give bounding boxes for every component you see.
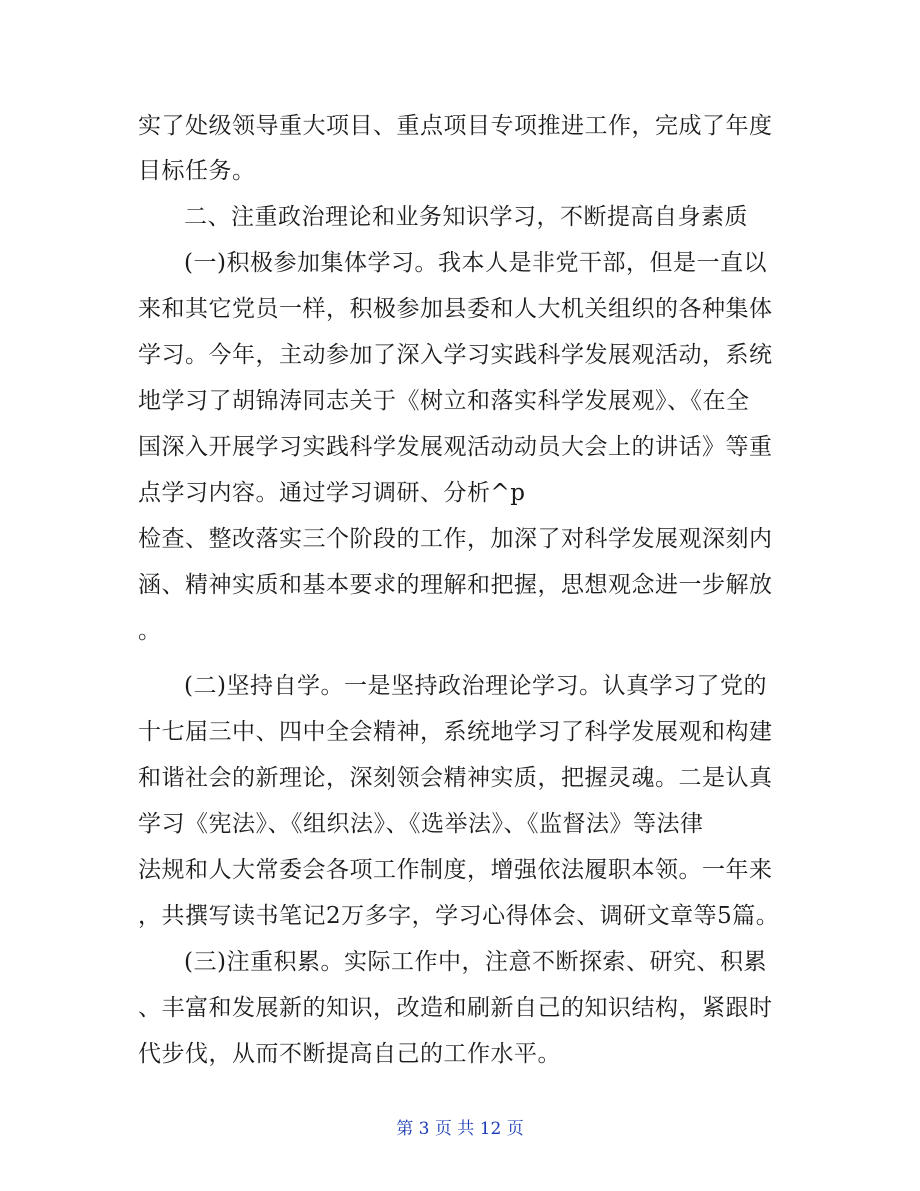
text-line: 点学习内容。通过学习调研、分析^p — [138, 480, 526, 506]
text-line: 。 — [138, 618, 162, 644]
text-line: 十七届三中、四中全会精神，系统地学习了科学发展观和构建 — [138, 719, 773, 745]
paragraph-start: (一)积极参加集体学习。我本人是非党干部，但是一直以 — [184, 250, 767, 276]
text-line: 学习。今年，主动参加了深入学习实践科学发展观活动，系统 — [138, 342, 773, 368]
section-heading: 二、注重政治理论和业务知识学习，不断提高自身素质 — [184, 204, 748, 230]
text-line: 来和其它党员一样，积极参加县委和人大机关组织的各种集体 — [138, 296, 773, 322]
text-line: 代步伐，从而不断提高自己的工作水平。 — [138, 1041, 561, 1067]
page-number-footer: 第 3 页 共 12 页 — [396, 1119, 524, 1139]
paragraph-start: (二)坚持自学。一是坚持政治理论学习。认真学习了党的 — [184, 673, 767, 699]
text-line: 检查、整改落实三个阶段的工作，加深了对科学发展观深刻内 — [138, 526, 773, 552]
text-line: 和谐社会的新理论，深刻领会精神实质，把握灵魂。二是认真 — [138, 765, 773, 791]
text-line: 目标任务。 — [138, 158, 256, 184]
text-line: 地学习了胡锦涛同志关于《树立和落实科学发展观》、《在全 — [138, 388, 750, 414]
text-line: 国深入开展学习实践科学发展观活动动员大会上的讲话》等重 — [138, 434, 773, 460]
paragraph-start: (三)注重积累。实际工作中，注意不断探索、研究、积累 — [184, 949, 767, 975]
text-line: 法规和人大常委会各项工作制度，增强依法履职本领。一年来 — [138, 857, 773, 883]
text-line: 涵、精神实质和基本要求的理解和把握，思想观念进一步解放 — [138, 572, 773, 598]
text-line: ，共撰写读书笔记2万多字，学习心得体会、调研文章等5篇。 — [138, 903, 780, 929]
text-line: 学习《宪法》、《组织法》、《选举法》、《监督法》等法律 — [138, 811, 704, 837]
text-line: 实了处级领导重大项目、重点项目专项推进工作，完成了年度 — [138, 113, 773, 139]
text-line: 、丰富和发展新的知识，改造和刷新自己的知识结构，紧跟时 — [138, 995, 773, 1021]
